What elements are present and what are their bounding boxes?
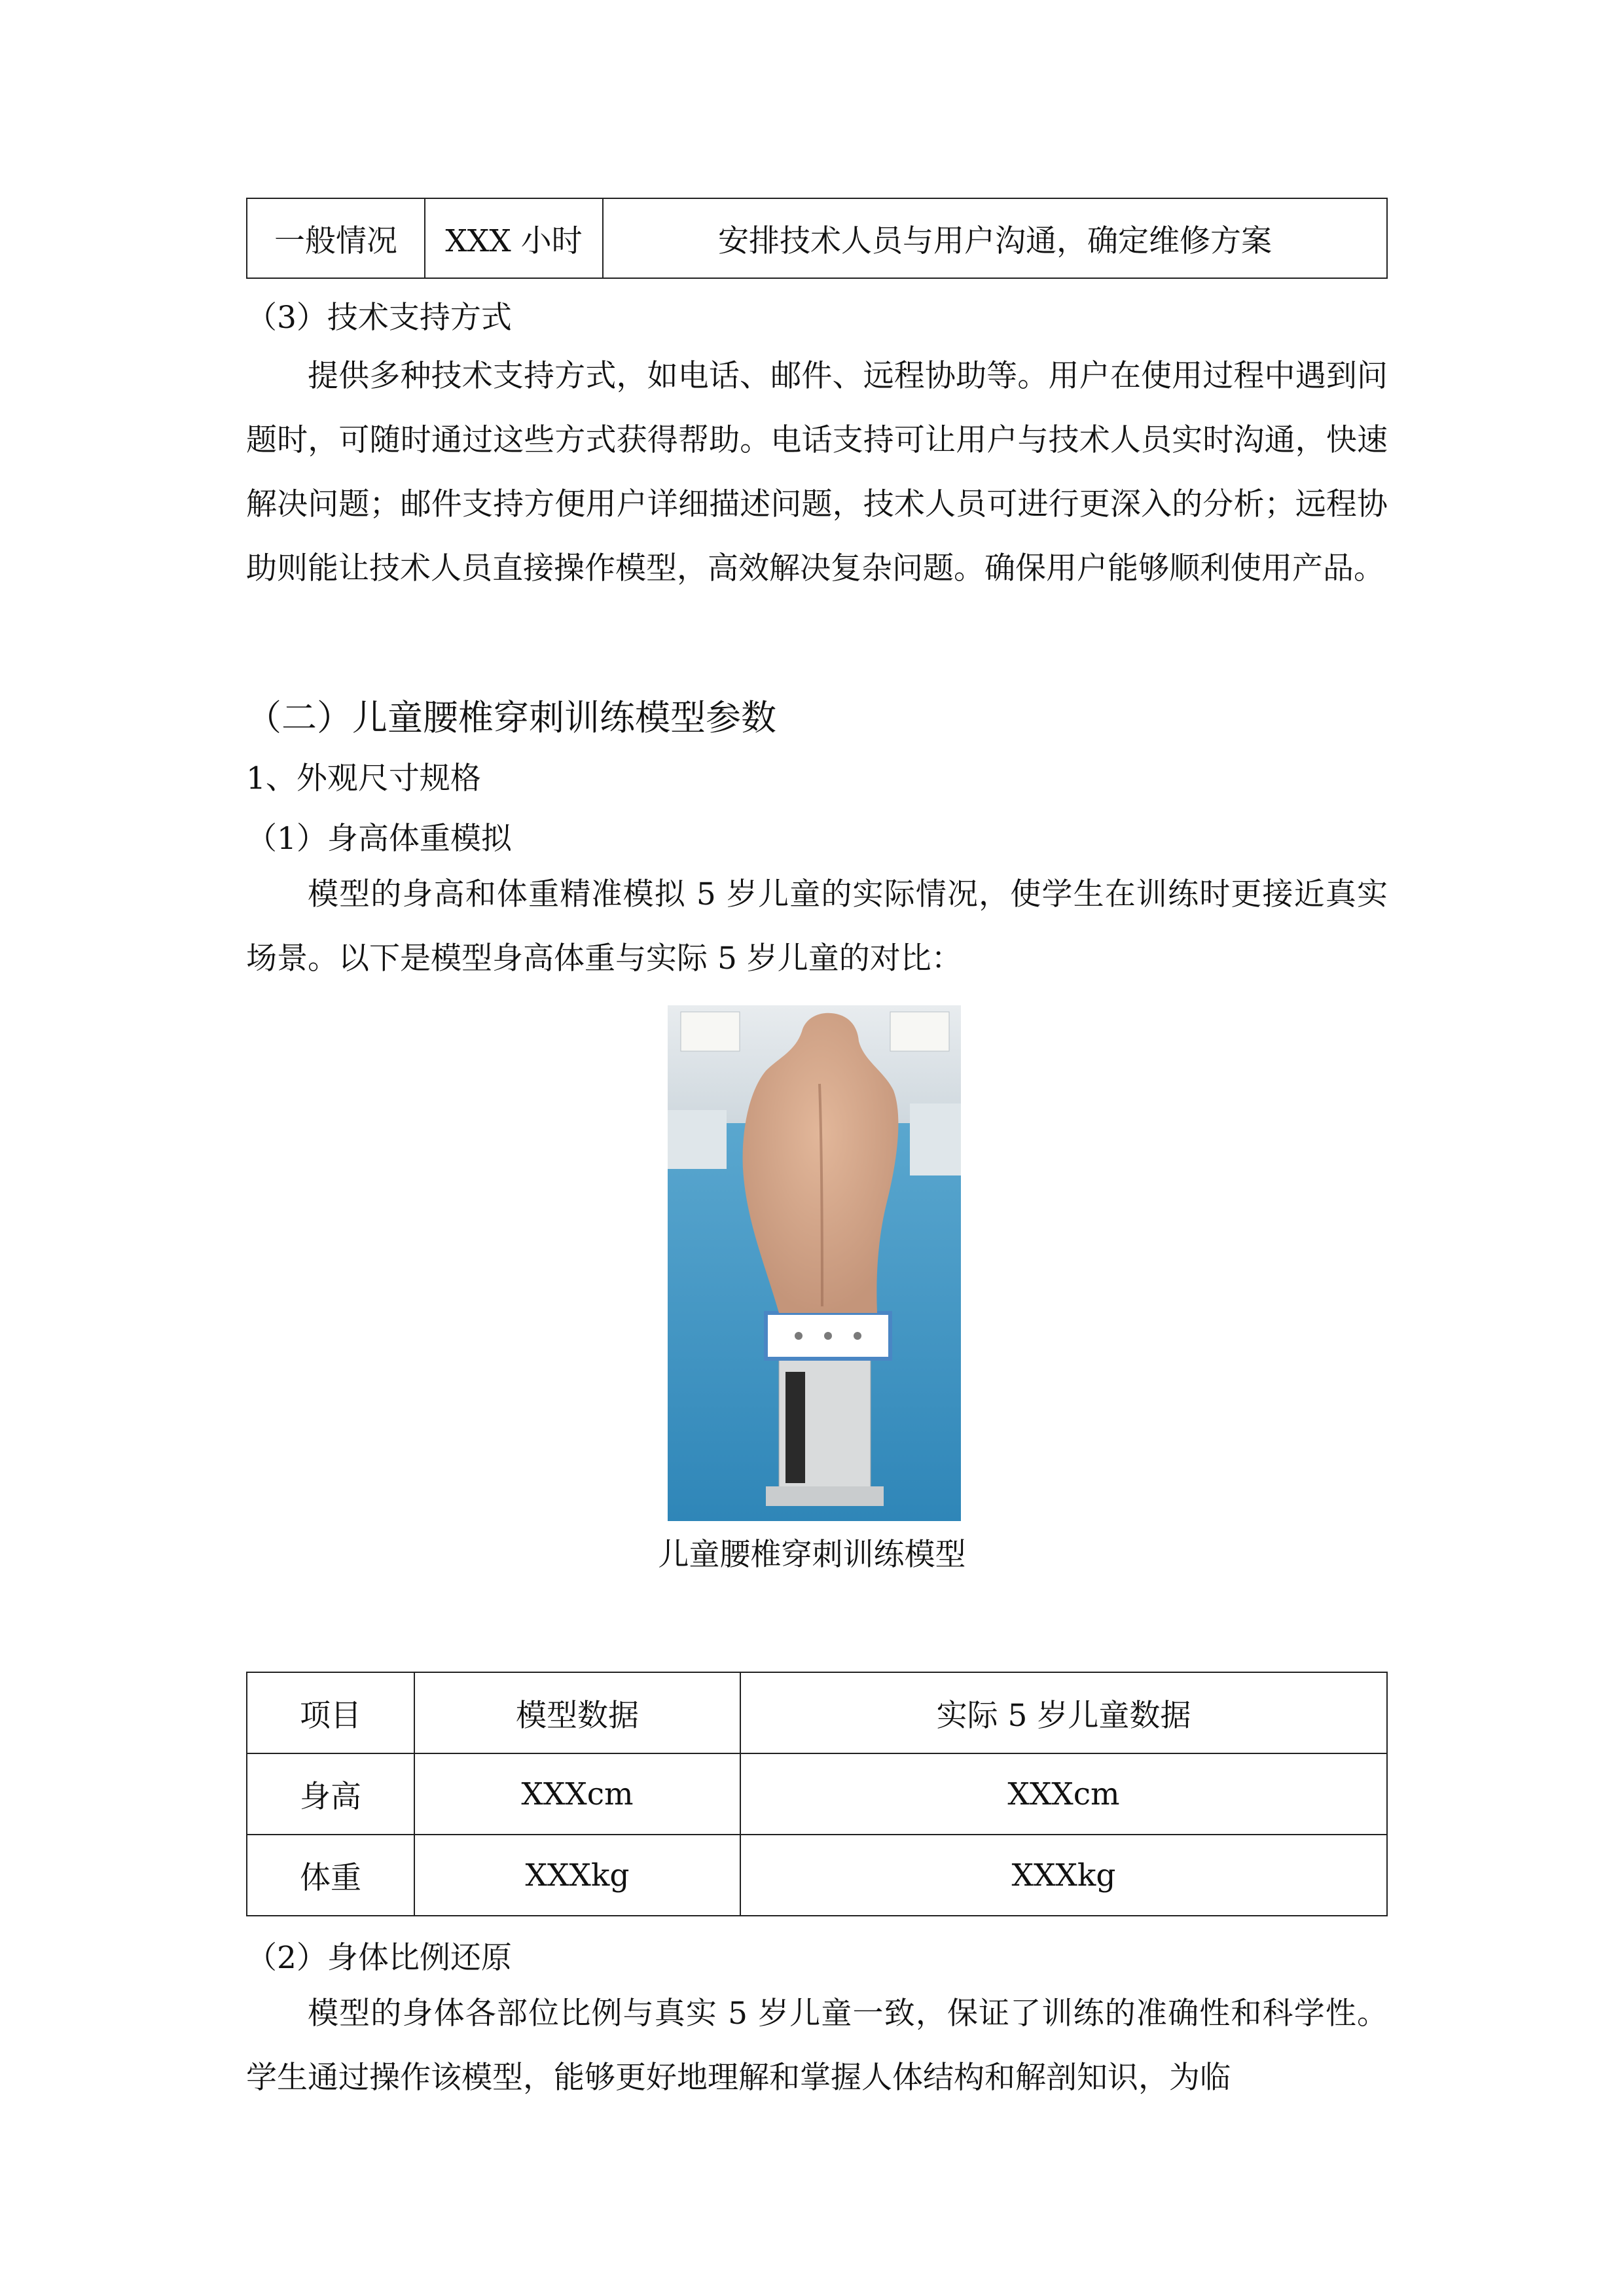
subsubsection-heading: （1）身高体重模拟 [246,821,512,857]
figure-caption: 儿童腰椎穿刺训练模型 [658,1537,966,1573]
height-weight-comparison-table [246,1672,1388,1916]
table-row [247,1753,1387,1835]
subsection-heading: 1、外观尺寸规格 [246,761,481,797]
table-cell: 身高 [247,1753,414,1835]
photo-illustration [668,1005,961,1521]
table-header: 模型数据 [414,1672,740,1753]
table-header: 实际 5 岁儿童数据 [740,1672,1387,1753]
proportion-paragraph: 模型的身体各部位比例与真实 5 岁儿童一致，保证了训练的准确性和科学性。学生通过操作该模型，能够更好地理解和掌握人体结构和解剖知识，为临 [246,1996,1388,2096]
table-row [247,1835,1387,1916]
support-heading: （3）技术支持方式 [246,300,512,336]
training-model-photo [668,1005,961,1521]
maintenance-response-table [246,198,1388,279]
table-cell: XXXcm [414,1753,740,1835]
table-cell-action: 安排技术人员与用户沟通，确定维修方案 [603,198,1387,278]
table-cell: XXXkg [740,1835,1387,1916]
table-cell: XXXkg [414,1835,740,1916]
table-cell-level: 一般情况 [247,198,425,278]
subsubsection-heading: （2）身体比例还原 [246,1940,512,1976]
table-cell: XXXcm [740,1753,1387,1835]
table-header-row [247,1672,1387,1753]
support-paragraph: 提供多种技术支持方式，如电话、邮件、远程协助等。用户在使用过程中遇到问题时，可随时通过这些方式获得帮助。电话支持可让用户与技术人员实时沟通，快速解决问题；邮件支持方便用户详细描述问题，技术人员可进行更深入的分析；远程协助则能让技术人员直接操作模型，高效解决复杂问题。确保用户能够顺利使用产品。 [246,358,1388,586]
table-cell-time: XXX 小时 [425,198,603,278]
table-cell: 体重 [247,1835,414,1916]
section-heading: （二）儿童腰椎穿刺训练模型参数 [246,697,776,738]
table-header: 项目 [247,1672,414,1753]
intro-paragraph: 模型的身高和体重精准模拟 5 岁儿童的实际情况，使学生在训练时更接近真实场景。以下是模型身高体重与实际 5 岁儿童的对比： [246,876,1388,977]
table-row [247,198,1387,278]
